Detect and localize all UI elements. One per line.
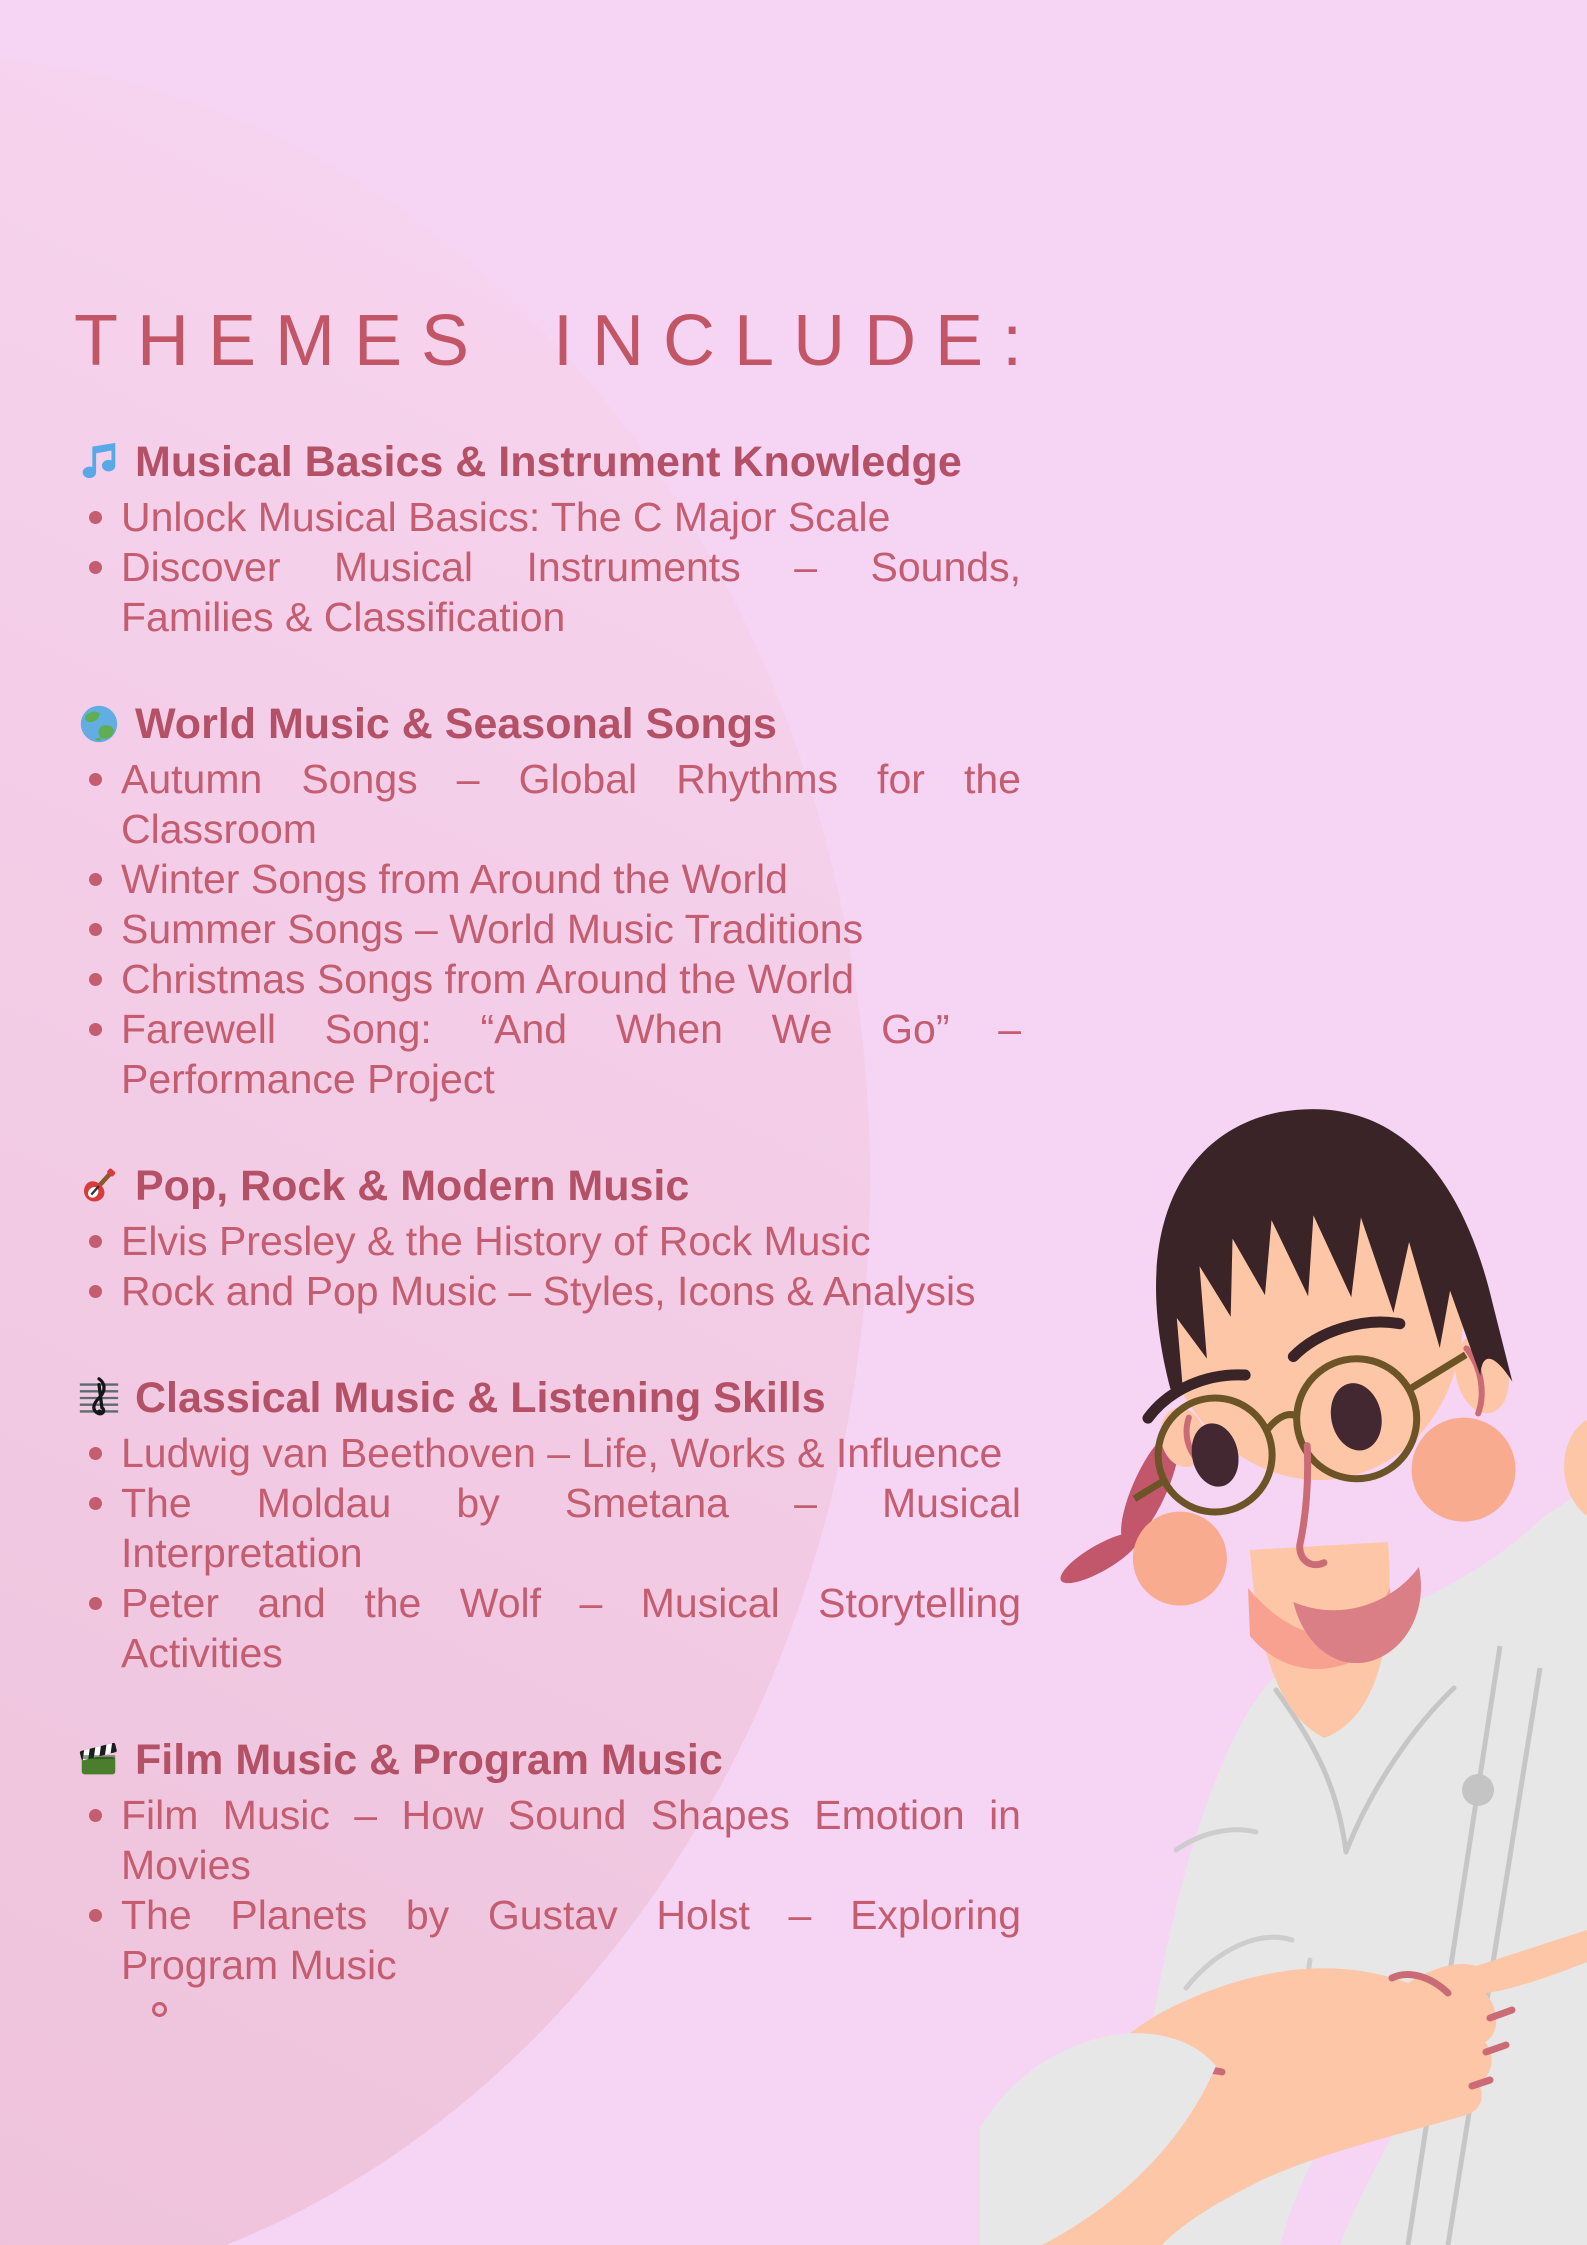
section-header	[76, 1162, 1021, 1210]
bullet-dot	[89, 773, 102, 786]
text-line: Discover Musical Instruments – Sounds,	[121, 544, 1021, 590]
text-line: Unlock Musical Basics: The C Major Scale	[121, 494, 891, 540]
list-item-text	[121, 1266, 1021, 1316]
empty-sub-bullet	[76, 1990, 1021, 2038]
section-title: Film Music & Program Music	[135, 1736, 723, 1784]
section-item-list	[76, 1790, 1021, 1990]
bullet-dot	[89, 1235, 102, 1248]
bullet-dot	[89, 923, 102, 936]
themes-list	[76, 438, 1021, 2096]
section-title: Classical Music & Listening Skills	[135, 1374, 826, 1422]
section-header	[76, 438, 1021, 486]
bullet-dot	[89, 1809, 102, 1822]
bullet-dot	[89, 511, 102, 524]
text-line: Ludwig van Beethoven – Life, Works & Influence	[121, 1430, 1003, 1476]
score-icon	[76, 1375, 122, 1421]
list-item	[76, 754, 1021, 854]
theme-section	[76, 700, 1021, 1104]
text-line: Classroom	[121, 806, 317, 852]
bullet-dot	[89, 973, 102, 986]
theme-section	[76, 438, 1021, 642]
section-item-list	[76, 1428, 1021, 1678]
text-line: The Moldau by Smetana – Musical	[121, 1480, 1021, 1526]
list-item-text	[121, 754, 1021, 854]
text-line: Program Music	[121, 1942, 397, 1988]
text-line: The Planets by Gustav Holst – Exploring	[121, 1892, 1021, 1938]
list-item-text	[121, 854, 1021, 904]
list-item	[76, 1428, 1021, 1478]
list-item-text	[121, 492, 1021, 542]
list-item-text	[121, 904, 1021, 954]
list-item	[76, 904, 1021, 954]
text-line: Film Music – How Sound Shapes Emotion in	[121, 1792, 1021, 1838]
list-item	[76, 854, 1021, 904]
text-line: Peter and the Wolf – Musical Storytelling	[121, 1580, 1021, 1626]
list-item-text	[121, 1004, 1021, 1104]
section-header	[76, 700, 1021, 748]
list-item	[76, 542, 1021, 642]
text-line: Elvis Presley & the History of Rock Music	[121, 1218, 871, 1264]
globe-icon	[76, 701, 122, 747]
list-item	[76, 1478, 1021, 1578]
section-title: Musical Basics & Instrument Knowledge	[135, 438, 962, 486]
list-item	[76, 1004, 1021, 1104]
theme-section	[76, 1162, 1021, 1316]
text-line: Families & Classification	[121, 594, 566, 640]
list-item-text	[121, 1578, 1021, 1678]
list-item	[76, 492, 1021, 542]
list-item-text	[121, 1890, 1021, 1990]
list-item	[76, 1890, 1021, 1990]
list-item-text	[121, 1478, 1021, 1578]
bullet-dot	[89, 873, 102, 886]
page-title: THEMES INCLUDE:	[74, 301, 1042, 381]
section-header	[76, 1736, 1021, 1784]
bullet-dot	[89, 1909, 102, 1922]
bullet-dot	[89, 1285, 102, 1298]
text-line: Activities	[121, 1630, 283, 1676]
list-item-text	[121, 542, 1021, 642]
text-line: Farewell Song: “And When We Go” –	[121, 1006, 1021, 1052]
bullet-dot	[89, 561, 102, 574]
text-line: Rock and Pop Music – Styles, Icons & Analysis	[121, 1268, 976, 1314]
guitar-icon	[76, 1163, 122, 1209]
theme-section	[76, 1736, 1021, 2038]
section-title: Pop, Rock & Modern Music	[135, 1162, 690, 1210]
list-item	[76, 1578, 1021, 1678]
text-line: Winter Songs from Around the World	[121, 856, 788, 902]
list-item	[76, 954, 1021, 1004]
list-item-text	[121, 1428, 1021, 1478]
music-notes-icon	[76, 439, 122, 485]
text-line: Autumn Songs – Global Rhythms for the	[121, 756, 1021, 802]
bullet-dot	[89, 1023, 102, 1036]
list-item	[76, 1266, 1021, 1316]
text-line: Movies	[121, 1842, 251, 1888]
bullet-dot	[89, 1597, 102, 1610]
theme-section	[76, 1374, 1021, 1678]
list-item-text	[121, 954, 1021, 1004]
text-line: Interpretation	[121, 1530, 363, 1576]
text-line: Christmas Songs from Around the World	[121, 956, 854, 1002]
man-pointing-illustration	[980, 1090, 1587, 2245]
list-item	[76, 1790, 1021, 1890]
list-item	[76, 1216, 1021, 1266]
section-title: World Music & Seasonal Songs	[135, 700, 777, 748]
list-item-text	[121, 1790, 1021, 1890]
section-item-list	[76, 754, 1021, 1104]
bullet-dot	[89, 1447, 102, 1460]
clapper-icon	[76, 1737, 122, 1783]
section-item-list	[76, 1216, 1021, 1316]
hollow-circle-bullet	[152, 2002, 167, 2017]
text-line: Performance Project	[121, 1056, 495, 1102]
text-line: Summer Songs – World Music Traditions	[121, 906, 864, 952]
section-header	[76, 1374, 1021, 1422]
bullet-dot	[89, 1497, 102, 1510]
section-item-list	[76, 492, 1021, 642]
list-item-text	[121, 1216, 1021, 1266]
